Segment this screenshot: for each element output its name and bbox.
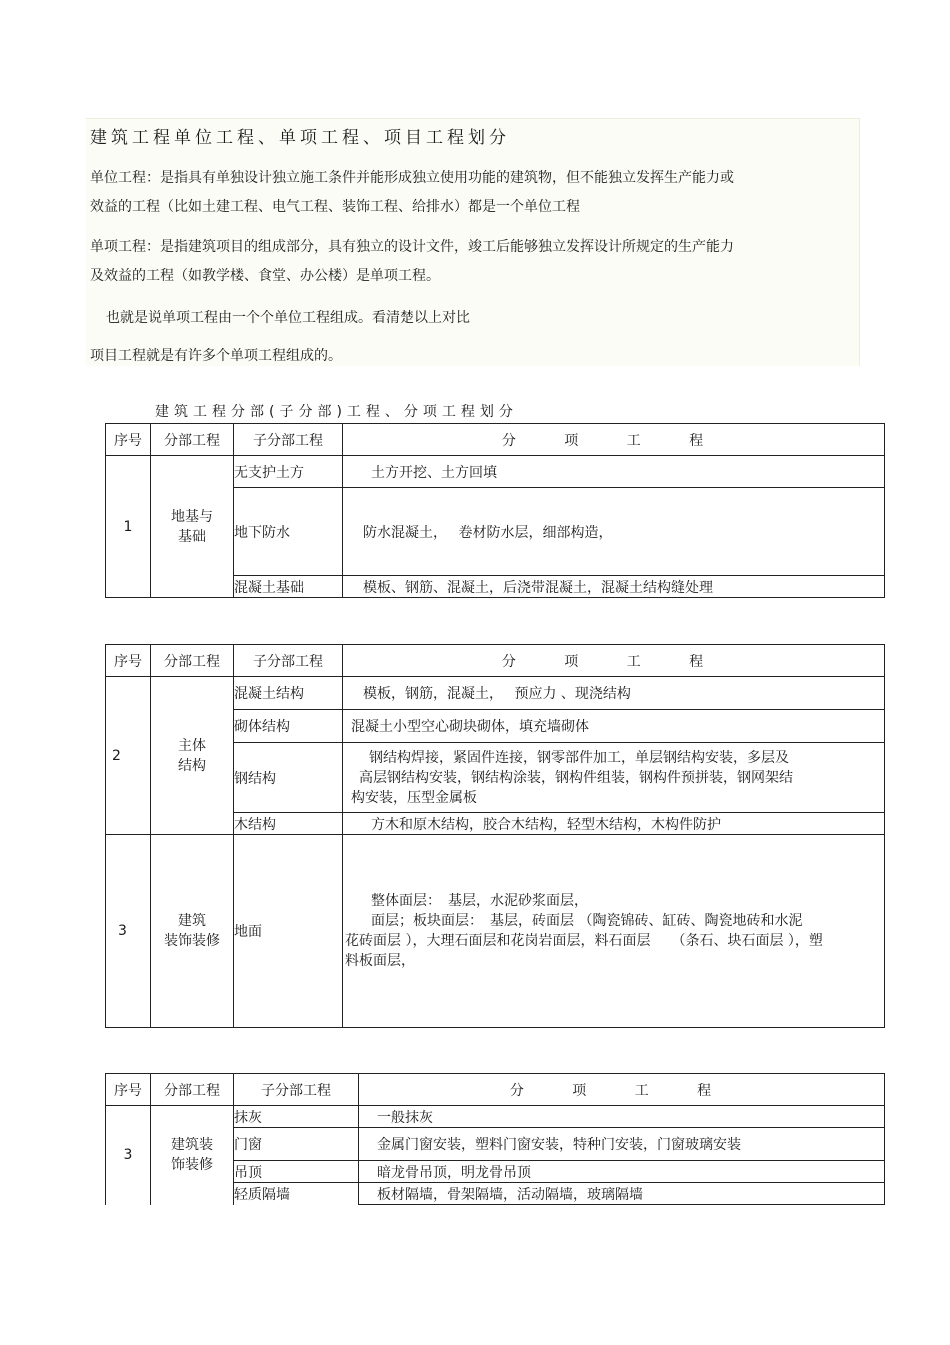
intro-paragraph-2-line-2: 及效益的工程（如教学楼、食堂、办公楼）是单项工程。 — [90, 268, 440, 284]
table-row — [106, 835, 885, 1028]
row-division: 建筑 装饰装修 — [151, 835, 234, 1028]
row-seq: 1 — [106, 456, 151, 598]
header-seq: 序号 — [106, 424, 151, 456]
header-division: 分部工程 — [151, 424, 234, 456]
row-items: 金属门窗安装，塑料门窗安装，特种门安装，门窗玻璃安装 — [359, 1128, 885, 1161]
header-subdivision: 子分部工程 — [234, 1074, 359, 1106]
row-items: 方木和原木结构，胶合木结构，轻型木结构，木构件防护 — [343, 813, 885, 835]
row-subdivision: 门窗 — [234, 1128, 359, 1161]
row-subdivision: 钢结构 — [234, 743, 343, 813]
row-division: 建筑装 饰装修 — [151, 1106, 234, 1205]
header-seq: 序号 — [106, 645, 151, 677]
table-foundation — [105, 423, 885, 598]
table-decoration — [105, 1073, 885, 1205]
table-row — [106, 677, 885, 710]
intro-panel — [86, 118, 860, 366]
table-row — [106, 456, 885, 488]
row-division: 主体 结构 — [151, 677, 234, 835]
row-subdivision: 混凝土基础 — [234, 576, 343, 598]
row-items: 混凝土小型空心砌块砌体，填充墙砌体 — [343, 710, 885, 743]
intro-paragraph-1-line-2: 效益的工程（比如土建工程、电气工程、装饰工程、给排水）都是一个单位工程 — [90, 199, 580, 215]
row-division: 地基与 基础 — [151, 456, 234, 598]
header-seq: 序号 — [106, 1074, 151, 1106]
row-items: 钢结构焊接，紧固件连接，钢零部件加工，单层钢结构安装，多层及 高层钢结构安装，钢结构涂装，钢构件组装，钢构件预拼装，钢网架结 构安装，压型金属板 — [343, 743, 885, 813]
table-caption: 建筑工程分部(子分部)工程、分项工程划分 — [155, 404, 518, 420]
row-subdivision: 混凝土结构 — [234, 677, 343, 710]
row-items: 板材隔墙，骨架隔墙，活动隔墙，玻璃隔墙 — [359, 1183, 885, 1205]
header-subdivision: 子分部工程 — [234, 645, 343, 677]
row-subdivision: 地下防水 — [234, 488, 343, 576]
table-header-row — [106, 424, 885, 456]
table-header-row — [106, 1074, 885, 1106]
header-items: 分 项 工 程 — [343, 424, 885, 456]
row-subdivision: 抹灰 — [234, 1106, 359, 1128]
row-subdivision: 砌体结构 — [234, 710, 343, 743]
row-subdivision: 吊顶 — [234, 1161, 359, 1183]
document-title: 建筑工程单位工程、单项工程、项目工程划分 — [90, 128, 510, 148]
intro-paragraph-1-line-1: 单位工程：是指具有单独设计独立施工条件并能形成独立使用功能的建筑物，但不能独立发挥生产能力或 — [90, 170, 734, 186]
header-items: 分 项 工 程 — [359, 1074, 885, 1106]
header-division: 分部工程 — [151, 645, 234, 677]
intro-paragraph-2-line-1: 单项工程：是指建筑项目的组成部分，具有独立的设计文件，竣工后能够独立发挥设计所规定的生产能力 — [90, 239, 734, 255]
row-items: 模板、钢筋、混凝土，后浇带混凝土，混凝土结构缝处理 — [343, 576, 885, 598]
row-items: 整体面层： 基层，水泥砂浆面层， 面层；板块面层： 基层，砖面层 （陶瓷锦砖、缸砖、陶瓷地砖和水泥 花砖面层 ），大理石面层和花岗岩面层，料石面层 （条石、块石面层 ），塑 料板面层， — [343, 835, 885, 1028]
table-header-row — [106, 645, 885, 677]
row-items: 模板，钢筋，混凝土， 预应力 、现浇结构 — [343, 677, 885, 710]
row-items: 防水混凝土， 卷材防水层，细部构造， — [343, 488, 885, 576]
header-items: 分 项 工 程 — [343, 645, 885, 677]
row-subdivision: 木结构 — [234, 813, 343, 835]
header-subdivision: 子分部工程 — [234, 424, 343, 456]
table-row — [106, 1106, 885, 1128]
row-subdivision: 无支护土方 — [234, 456, 343, 488]
row-seq: 2 — [106, 677, 151, 835]
row-subdivision: 轻质隔墙 — [234, 1183, 359, 1205]
row-subdivision: 地面 — [234, 835, 343, 1028]
intro-paragraph-4: 项目工程就是有许多个单项工程组成的。 — [90, 348, 342, 364]
intro-paragraph-3: 也就是说单项工程由一个个单位工程组成。看清楚以上对比 — [106, 310, 470, 326]
row-items: 土方开挖、土方回填 — [343, 456, 885, 488]
row-seq: 3 — [106, 835, 151, 1028]
table-structure — [105, 644, 885, 1028]
row-items: 暗龙骨吊顶，明龙骨吊顶 — [359, 1161, 885, 1183]
row-seq: 3 — [106, 1106, 151, 1205]
row-items: 一般抹灰 — [359, 1106, 885, 1128]
header-division: 分部工程 — [151, 1074, 234, 1106]
